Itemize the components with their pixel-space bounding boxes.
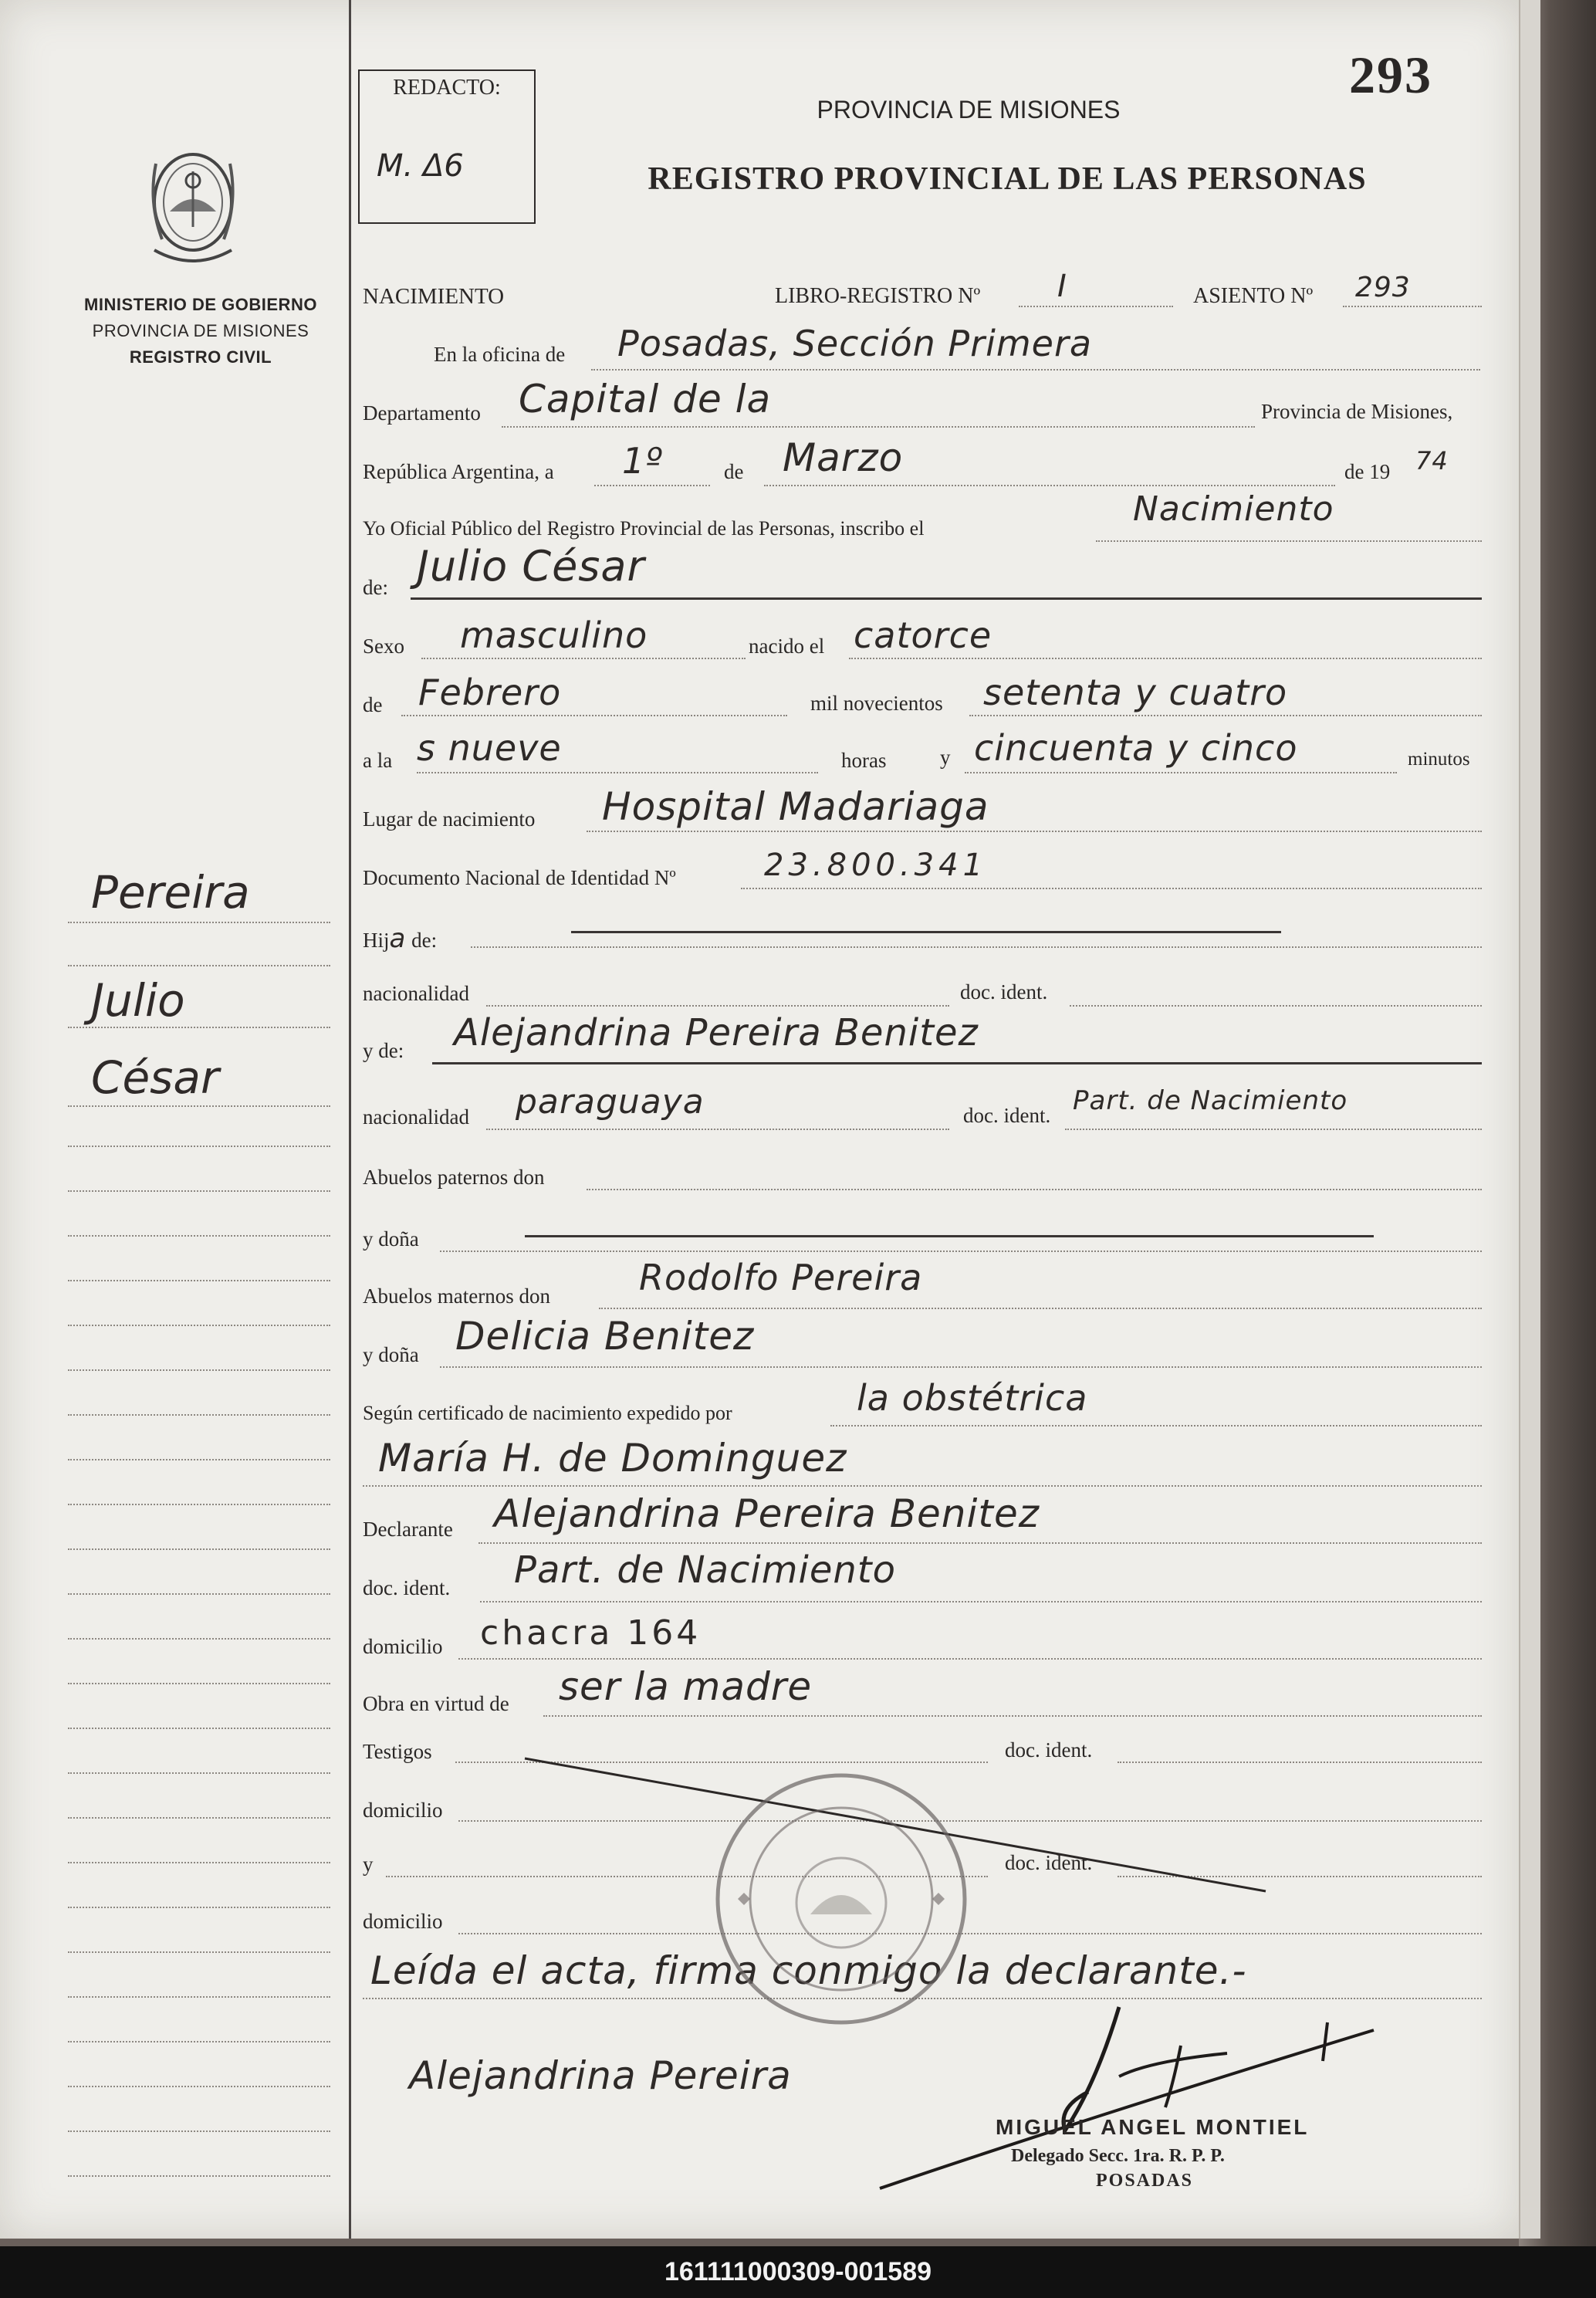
docident3-value: Part. de Nacimiento bbox=[514, 1548, 896, 1592]
departamento-value: Capital de la bbox=[519, 377, 772, 421]
abuelo-mat-value: Rodolfo Pereira bbox=[639, 1257, 923, 1298]
asiento-value: 293 bbox=[1355, 272, 1411, 303]
fill-line bbox=[1343, 306, 1482, 307]
hijo-label-suffix: de: bbox=[411, 929, 438, 952]
abuelos-mat-label: Abuelos maternos don bbox=[363, 1284, 550, 1308]
margin-line bbox=[68, 1504, 330, 1505]
hijo-label bbox=[363, 923, 437, 954]
margin-given-name-1: Julio bbox=[91, 974, 185, 1027]
margin-line bbox=[68, 1325, 330, 1326]
testigos-label: Testigos bbox=[363, 1740, 432, 1763]
margin-line bbox=[68, 2175, 330, 2177]
de-label: de bbox=[724, 460, 744, 483]
fill-line bbox=[486, 1005, 949, 1007]
fill-line bbox=[764, 485, 1335, 486]
fill-line bbox=[458, 1658, 1482, 1660]
fill-line bbox=[591, 369, 1480, 371]
margin-line bbox=[68, 1862, 330, 1863]
mil-label: mil novecientos bbox=[810, 692, 943, 715]
margin-given-name-2: César bbox=[91, 1051, 219, 1104]
minutos-label: minutos bbox=[1408, 749, 1470, 770]
fill-line bbox=[1019, 306, 1173, 307]
nacionalidad2-value: paraguaya bbox=[516, 1082, 705, 1122]
departamento-label: Departamento bbox=[363, 401, 481, 425]
lugar-value: Hospital Madariaga bbox=[602, 784, 989, 829]
cancel-line bbox=[571, 931, 1281, 933]
fill-line bbox=[478, 1542, 1482, 1544]
margin-line bbox=[68, 1369, 330, 1371]
asiento-label: ASIENTO Nº bbox=[1193, 284, 1314, 308]
fill-line bbox=[965, 772, 1397, 773]
fill-line bbox=[543, 1715, 1482, 1717]
closing-text: Leída el acta, firma conmigo la declarante.- bbox=[370, 1948, 1247, 1993]
name-value: Julio César bbox=[417, 542, 645, 591]
margin-line bbox=[68, 2041, 330, 2042]
docident2-label: doc. ident. bbox=[963, 1104, 1051, 1127]
fill-line bbox=[480, 1601, 1482, 1603]
margin-line bbox=[68, 2086, 330, 2087]
margin-line bbox=[68, 1951, 330, 1953]
abuela-mat-value: Delicia Benitez bbox=[455, 1314, 755, 1359]
official-role: Delegado Secc. 1ra. R. P. P. bbox=[1011, 2146, 1225, 2166]
margin-line bbox=[68, 1683, 330, 1684]
fill-line bbox=[594, 485, 710, 486]
redacto-box bbox=[358, 69, 536, 224]
nacionalidad-label: nacionalidad bbox=[363, 982, 469, 1005]
lugar-label: Lugar de nacimiento bbox=[363, 807, 536, 831]
de-year-label: de 19 bbox=[1344, 460, 1391, 483]
name-underline bbox=[411, 597, 1482, 600]
obra-label: Obra en virtud de bbox=[363, 1692, 509, 1715]
margin-line bbox=[68, 1280, 330, 1281]
fill-line bbox=[1065, 1129, 1482, 1130]
provincia-suffix: Provincia de Misiones, bbox=[1261, 400, 1453, 423]
day-value: 1º bbox=[622, 440, 663, 482]
margin-line bbox=[68, 1548, 330, 1550]
margin-line bbox=[68, 1235, 330, 1237]
year-value: 74 bbox=[1415, 446, 1449, 476]
docident3-label: doc. ident. bbox=[363, 1576, 451, 1599]
mother-value: Alejandrina Pereira Benitez bbox=[454, 1011, 979, 1054]
declarante-value: Alejandrina Pereira Benitez bbox=[494, 1491, 1040, 1536]
registry-title: REGISTRO PROVINCIAL DE LAS PERSONAS bbox=[648, 161, 1367, 197]
docident2-value: Part. de Nacimiento bbox=[1073, 1085, 1348, 1116]
segun-label: Según certificado de nacimiento expedido por bbox=[363, 1402, 732, 1424]
nacido-value: catorce bbox=[854, 614, 992, 656]
provincial-crest-icon bbox=[139, 140, 247, 272]
fill-line bbox=[587, 1189, 1482, 1190]
margin-line bbox=[68, 2130, 330, 2132]
margin-line bbox=[68, 1728, 330, 1729]
margin-line bbox=[68, 1907, 330, 1908]
hijo-gender-letter: a bbox=[389, 923, 407, 954]
fill-line bbox=[599, 1308, 1482, 1309]
birth-month-value: Febrero bbox=[418, 672, 562, 713]
libro-label: LIBRO-REGISTRO Nº bbox=[775, 284, 981, 308]
margin-line bbox=[68, 1190, 330, 1192]
official-name: MIGUEL ANGEL MONTIEL bbox=[996, 2115, 1310, 2139]
republica-label: República Argentina, a bbox=[363, 460, 554, 483]
nacido-label: nacido el bbox=[749, 635, 825, 658]
margin-line bbox=[68, 1027, 330, 1028]
domicilio-value: chacra 164 bbox=[480, 1613, 702, 1653]
docident5-label: doc. ident. bbox=[1005, 1851, 1093, 1874]
fill-line bbox=[502, 426, 1255, 428]
redacto-initials: M. Δ6 bbox=[377, 148, 464, 184]
dni-value: 23.800.341 bbox=[764, 848, 988, 883]
alas-label: a la bbox=[363, 749, 393, 772]
official-stamp-icon bbox=[710, 1768, 972, 2030]
fill-line bbox=[440, 1366, 1482, 1368]
margin-line bbox=[68, 1996, 330, 1998]
fill-line bbox=[587, 831, 1482, 832]
oficina-label: En la oficina de bbox=[434, 343, 566, 366]
segun-value: la obstétrica bbox=[857, 1377, 1088, 1419]
record-type: NACIMIENTO bbox=[363, 284, 505, 309]
fill-line bbox=[1070, 1005, 1482, 1007]
fill-line bbox=[471, 946, 1482, 948]
sexo-label: Sexo bbox=[363, 635, 404, 658]
fill-line bbox=[1096, 540, 1482, 542]
mother-underline bbox=[432, 1062, 1482, 1064]
oficina-value: Posadas, Sección Primera bbox=[617, 323, 1093, 364]
fill-line bbox=[417, 772, 818, 773]
margin-line bbox=[68, 965, 330, 966]
inscribo-value: Nacimiento bbox=[1133, 489, 1334, 529]
hijo-label-prefix: Hij bbox=[363, 929, 390, 952]
de-colon-label: de: bbox=[363, 576, 388, 599]
official-signature-mark bbox=[864, 1999, 1389, 2200]
y-label: y bbox=[940, 746, 951, 769]
ministry-line-1: MINISTERIO DE GOBIERNO bbox=[84, 295, 317, 314]
scan-id-bar: 161111000309-001589 bbox=[0, 2246, 1596, 2298]
fill-line bbox=[401, 715, 787, 716]
declarante-label: Declarante bbox=[363, 1518, 453, 1541]
province-title: PROVINCIA DE MISIONES bbox=[817, 96, 1121, 124]
dni-label: Documento Nacional de Identidad Nº bbox=[363, 866, 676, 889]
fill-line bbox=[849, 658, 1482, 659]
margin-line bbox=[68, 1146, 330, 1147]
domicilio2-label: domicilio bbox=[363, 1799, 443, 1822]
left-margin bbox=[0, 0, 349, 2239]
official-city: POSADAS bbox=[1096, 2171, 1194, 2191]
cancel-line bbox=[525, 1235, 1374, 1237]
redacto-label: REDACTO: bbox=[393, 76, 501, 100]
page-stack-edge bbox=[1519, 0, 1540, 2239]
yde-label: y de: bbox=[363, 1039, 404, 1062]
ministry-block bbox=[46, 292, 355, 371]
docident-label: doc. ident. bbox=[960, 980, 1048, 1003]
fill-line bbox=[440, 1251, 1482, 1252]
margin-line bbox=[68, 1638, 330, 1640]
obra-value: ser la madre bbox=[559, 1664, 813, 1709]
ydona-label: y doña bbox=[363, 1227, 419, 1251]
margin-line bbox=[68, 1772, 330, 1774]
margin-line bbox=[68, 1105, 330, 1107]
month-value: Marzo bbox=[783, 435, 904, 480]
margin-surname: Pereira bbox=[91, 866, 250, 919]
margin-line bbox=[68, 1459, 330, 1460]
hora-value: s nueve bbox=[417, 727, 562, 769]
y2-label: y bbox=[363, 1853, 374, 1876]
sexo-value: masculino bbox=[460, 614, 648, 656]
domicilio-label: domicilio bbox=[363, 1635, 443, 1658]
fill-line bbox=[363, 1485, 1482, 1487]
fill-line bbox=[830, 1425, 1482, 1427]
abuelos-pat-label: Abuelos paternos don bbox=[363, 1166, 545, 1189]
declarant-signature: Alejandrina Pereira bbox=[409, 2053, 792, 2098]
domicilio3-label: domicilio bbox=[363, 1910, 443, 1933]
de2-label: de bbox=[363, 693, 383, 716]
nacionalidad2-label: nacionalidad bbox=[363, 1105, 469, 1129]
margin-line bbox=[68, 1414, 330, 1416]
mil-value: setenta y cuatro bbox=[983, 672, 1288, 713]
fill-line bbox=[741, 888, 1482, 889]
margin-line bbox=[68, 922, 330, 923]
margin-line bbox=[68, 1593, 330, 1595]
fill-line bbox=[969, 715, 1482, 716]
ydona2-label: y doña bbox=[363, 1343, 419, 1366]
minutos-value: cincuenta y cinco bbox=[974, 727, 1298, 769]
libro-value: I bbox=[1057, 269, 1067, 304]
page-number: 293 bbox=[1349, 46, 1432, 104]
ministry-line-2: PROVINCIA DE MISIONES bbox=[92, 321, 309, 340]
fill-line bbox=[421, 658, 746, 659]
margin-line bbox=[68, 1817, 330, 1819]
fill-line bbox=[486, 1129, 949, 1130]
docident4-label: doc. ident. bbox=[1005, 1738, 1093, 1762]
inscribo-label: Yo Oficial Público del Registro Provincial de las Personas, inscribo el bbox=[363, 517, 925, 540]
segun-value-2: María H. de Dominguez bbox=[378, 1436, 847, 1481]
horas-label: horas bbox=[841, 749, 887, 772]
ministry-line-3: REGISTRO CIVIL bbox=[129, 347, 272, 367]
